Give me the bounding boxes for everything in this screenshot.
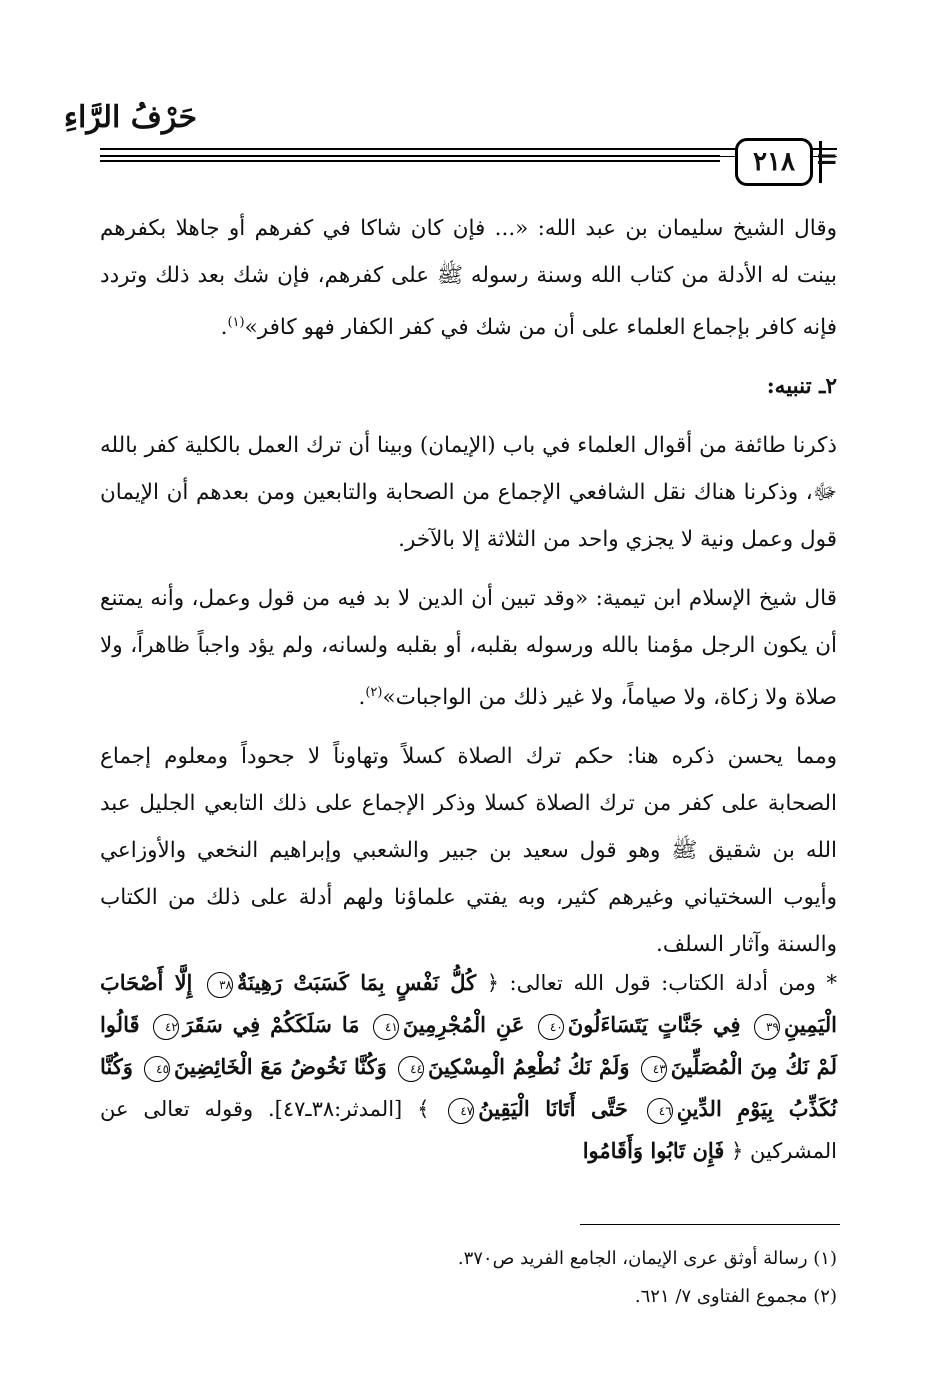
footnotes xyxy=(100,1240,837,1316)
ayah-number: ٤٣ xyxy=(641,1056,667,1082)
quran-intro: * ومن أدلة الكتاب: قول الله تعالى: ﴿ xyxy=(486,971,837,995)
verse: عَنِ الْمُجْرِمِينَ xyxy=(402,1012,525,1037)
verse-fragment: فَإِن تَابُوا وَأَقَامُوا xyxy=(582,1138,725,1163)
paragraph: ومما يحسن ذكره هنا: حكم ترك الصلاة كسلاً وتهاوناً لا جحوداً ومعلوم إجماع الصحابة على كفر من ترك الصلاة كسلا وذكر الإجماع على ذلك التابعي الجليل عبد الله بن شقيق ﷺ وهو قول سعيد بن جبير والشعبي وإبراهيم النخعي والأوزاعي وأيوب السختياني وغيرهم كثير، وبه يفتي علماؤنا ولهم أدلة على ذلك من الكتاب والسنة وآثار السلف. xyxy=(100,744,837,958)
ayah-number: ٤٢ xyxy=(153,1014,179,1040)
footnote-separator xyxy=(580,1224,840,1225)
header-mark: = xyxy=(815,142,839,175)
paragraph: قال شيخ الإسلام ابن تيمية: «وقد تبين أن الدين لا بد فيه من قول وعمل، وأنه يمتنع أن يكون الرجل مؤمنا بالله ورسوله بقلبه، أو بقلبه ولسانه، ولم يؤد واجباً ظاهراً، ولا صلاة ولا زكاة، ولا صياماً، ولا غير ذلك من الواجبات»$^{(٢)}$. xyxy=(100,586,837,711)
verse: وَكُنَّا نُكَذِّبُ بِيَوْمِ الدِّينِ xyxy=(100,1054,837,1121)
verse: قَالُوا لَمْ نَكُ مِنَ الْمُصَلِّينَ xyxy=(100,1012,837,1079)
note-heading: ٢ـ تنبيه: xyxy=(766,374,837,400)
footnote-ref: (١) xyxy=(227,315,245,330)
quran-citation xyxy=(100,962,837,1172)
verse: وَكُنَّا نَخُوضُ مَعَ الْخَائِضِينَ xyxy=(174,1054,387,1079)
chapter-title: حَرْفُ الرَّاءِ xyxy=(63,100,197,135)
paragraph: ذكرنا طائفة من أقوال العلماء في باب (الإيمان) وبينا أن ترك العمل بالكلية كفر بالله ﷻ، وذكرنا هناك نقل الشافعي الإجماع من الصحابة والتابعين ومن بعدهم أن الإيمان قول وعمل ونية لا يجزي واحد من الثلاثة إلا بالآخر. xyxy=(100,433,837,553)
page-number-frame xyxy=(735,138,813,186)
ayah-number: ٣٨ xyxy=(207,972,233,998)
verse: وَلَمْ نَكُ نُطْعِمُ الْمِسْكِينَ xyxy=(427,1054,630,1079)
ayah-number: ٤٧ xyxy=(448,1098,474,1124)
page-number: ٢١٨ xyxy=(753,147,795,177)
ayah-number: ٤٦ xyxy=(647,1098,673,1124)
ayah-number: ٤٠ xyxy=(538,1014,564,1040)
quran-reference: ﴾ [المدثر:٣٨ـ٤٧]. وقوله تعالى عن المشركين ﴿ xyxy=(100,1097,837,1163)
ayah-number: ٣٩ xyxy=(754,1014,780,1040)
verse: مَا سَلَكَكُمْ فِي سَقَرَ xyxy=(182,1012,360,1037)
header-rule-lower xyxy=(100,155,720,162)
ayah-number: ٤١ xyxy=(373,1014,399,1040)
footnote: (١) رسالة أوثق عرى الإيمان، الجامع الفريد ص٣٧٠. xyxy=(457,1248,837,1269)
verse: حَتَّى أَتَانَا الْيَقِينُ xyxy=(478,1096,628,1121)
paragraph: وقال الشيخ سليمان بن عبد الله: «... فإن كان شاكا في كفرهم أو جاهلا بكفرهم بينت له الأدلة من كتاب الله وسنة رسوله ﷺ على كفرهم، فإن شك بعد ذلك وتردد فإنه كافر بإجماع العلماء على أن من شك في كفر الكفار فهو كافر»$^{(١)}$. xyxy=(100,216,837,341)
verse: كُلُّ نَفْسٍ بِمَا كَسَبَتْ رَهِينَةٌ xyxy=(236,970,477,995)
verse: إِلَّا أَصْحَابَ الْيَمِينِ xyxy=(100,970,837,1037)
ayah-number: ٤٤ xyxy=(398,1056,424,1082)
footnote-ref: (٢) xyxy=(365,685,383,701)
main-text xyxy=(100,205,837,980)
verse: فِي جَنَّاتٍ يَتَسَاءَلُونَ xyxy=(567,1012,741,1037)
ayah-number: ٤٥ xyxy=(144,1056,170,1082)
footnote: (٢) مجموع الفتاوى ٧/ ٦٢١. xyxy=(634,1286,837,1307)
